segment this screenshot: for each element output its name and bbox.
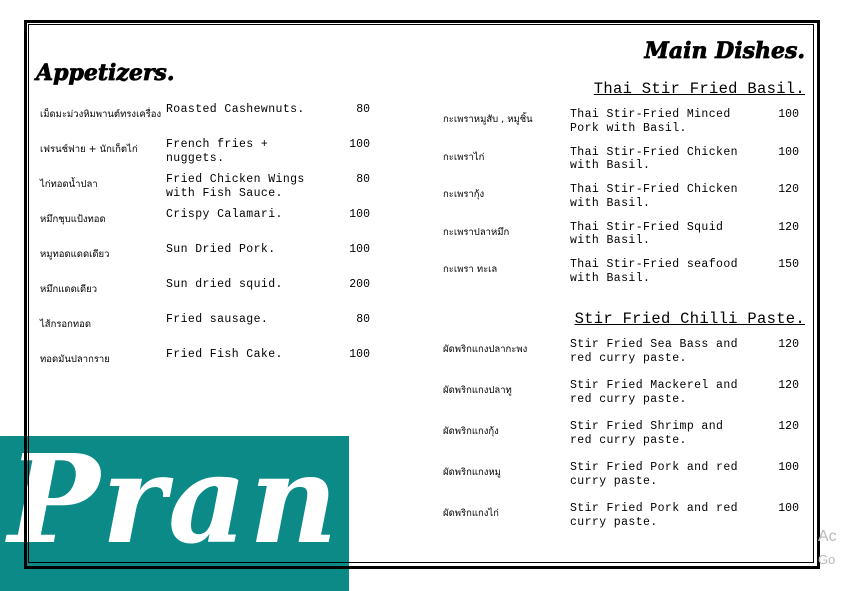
- menu-item-english-name: Sun dried squid.: [166, 278, 283, 291]
- menu-item-price: 100: [778, 108, 799, 121]
- side-overlay-text-2: Go: [818, 552, 836, 567]
- menu-item-english-name: Roasted Cashewnuts.: [166, 103, 305, 116]
- menu-item-thai-name: กะเพราปลาหมึก: [443, 226, 510, 238]
- menu-item-thai-name: ผัดพริกแกงหมู: [443, 467, 501, 478]
- menu-item-price: 120: [778, 183, 799, 196]
- menu-item-price: 80: [356, 173, 370, 186]
- menu-item-price: 100: [778, 145, 799, 159]
- menu-item-english-name: French fries + nuggets.: [166, 138, 269, 165]
- menu-item-thai-name: กะเพรา ทะเล: [443, 264, 498, 275]
- menu-item-english-name: Stir Fried Sea Bass and red curry paste.: [570, 338, 738, 365]
- menu-item-thai-name: เม็ดมะม่วงหิมพานต์ทรงเครื่อง: [40, 109, 162, 120]
- menu-item-thai-name: ผัดพริกแกงกุ้ง: [443, 426, 499, 437]
- menu-item-english-name: Stir Fried Pork and red curry paste.: [570, 502, 738, 529]
- menu-item-thai-name: ไส้กรอกทอด: [40, 319, 92, 330]
- menu-item-thai-name: ผัดพริกแกงปลากะพง: [443, 344, 528, 355]
- brand-logo-text: Pran.: [8, 427, 385, 571]
- menu-item-thai-name: ผัดพริกแกงไก่: [443, 508, 499, 519]
- menu-item-price: 80: [356, 103, 370, 116]
- menu-item-price: 120: [778, 220, 799, 234]
- menu-item-price: 120: [778, 379, 799, 392]
- menu-item-price: 100: [778, 461, 799, 474]
- basil-section-title: Thai Stir Fried Basil.: [593, 80, 805, 98]
- menu-item-english-name: Thai Stir-Fried Minced Pork with Basil.: [570, 108, 731, 135]
- menu-item-english-name: Thai Stir-Fried Chicken with Basil.: [570, 183, 738, 210]
- chilli-section-title: Stir Fried Chilli Paste.: [574, 310, 805, 328]
- menu-item-english-name: Thai Stir-Fried Squid with Basil.: [570, 220, 724, 247]
- menu-item-price: 150: [778, 258, 799, 271]
- menu-item-english-name: Sun Dried Pork.: [166, 243, 276, 256]
- menu-item-price: 100: [349, 243, 370, 256]
- menu-item-english-name: Fried Chicken Wings with Fish Sauce.: [166, 173, 305, 200]
- menu-item-english-name: Thai Stir-Fried Chicken with Basil.: [570, 145, 738, 172]
- menu-item-english-name: Stir Fried Shrimp and red curry paste.: [570, 420, 724, 447]
- main-dishes-title: Main Dishes.: [644, 38, 805, 64]
- menu-item-english-name: Crispy Calamari.: [166, 208, 283, 221]
- menu-item-price: 200: [349, 278, 370, 291]
- menu-item-price: 100: [778, 502, 799, 515]
- menu-item-price: 100: [349, 138, 370, 151]
- menu-item-thai-name: เฟรนช์ฟาย + นักเก็ตไก่: [40, 144, 138, 155]
- menu-item-thai-name: ไก่ทอดน้ำปลา: [40, 179, 98, 190]
- menu-item-english-name: Stir Fried Pork and red curry paste.: [570, 461, 738, 488]
- menu-item-price: 100: [349, 208, 370, 221]
- menu-item-english-name: Thai Stir-Fried seafood with Basil.: [570, 258, 738, 285]
- menu-item-price: 120: [778, 420, 799, 433]
- menu-item-price: 100: [349, 348, 370, 361]
- menu-item-thai-name: กะเพราหมูสับ , หมูชิ้น: [443, 114, 533, 125]
- menu-item-thai-name: กะเพราไก่: [443, 151, 485, 163]
- menu-item-thai-name: หมึกชุบแป้งทอด: [40, 214, 106, 225]
- side-overlay-text-1: Ac: [818, 528, 837, 545]
- menu-item-english-name: Fried sausage.: [166, 313, 269, 326]
- menu-item-english-name: Fried Fish Cake.: [166, 348, 283, 361]
- menu-item-thai-name: กะเพรากุ้ง: [443, 189, 485, 200]
- menu-item-thai-name: หมึกแดดเดียว: [40, 284, 98, 295]
- menu-item-price: 120: [778, 338, 799, 351]
- menu-item-thai-name: ทอดมันปลากราย: [40, 354, 110, 365]
- appetizers-title: Appetizers.: [36, 60, 175, 86]
- menu-item-thai-name: หมูทอดแดดเดียว: [40, 249, 110, 260]
- menu-item-thai-name: ผัดพริกแกงปลาทู: [443, 385, 512, 396]
- menu-item-english-name: Stir Fried Mackerel and red curry paste.: [570, 379, 738, 406]
- menu-item-price: 80: [356, 313, 370, 326]
